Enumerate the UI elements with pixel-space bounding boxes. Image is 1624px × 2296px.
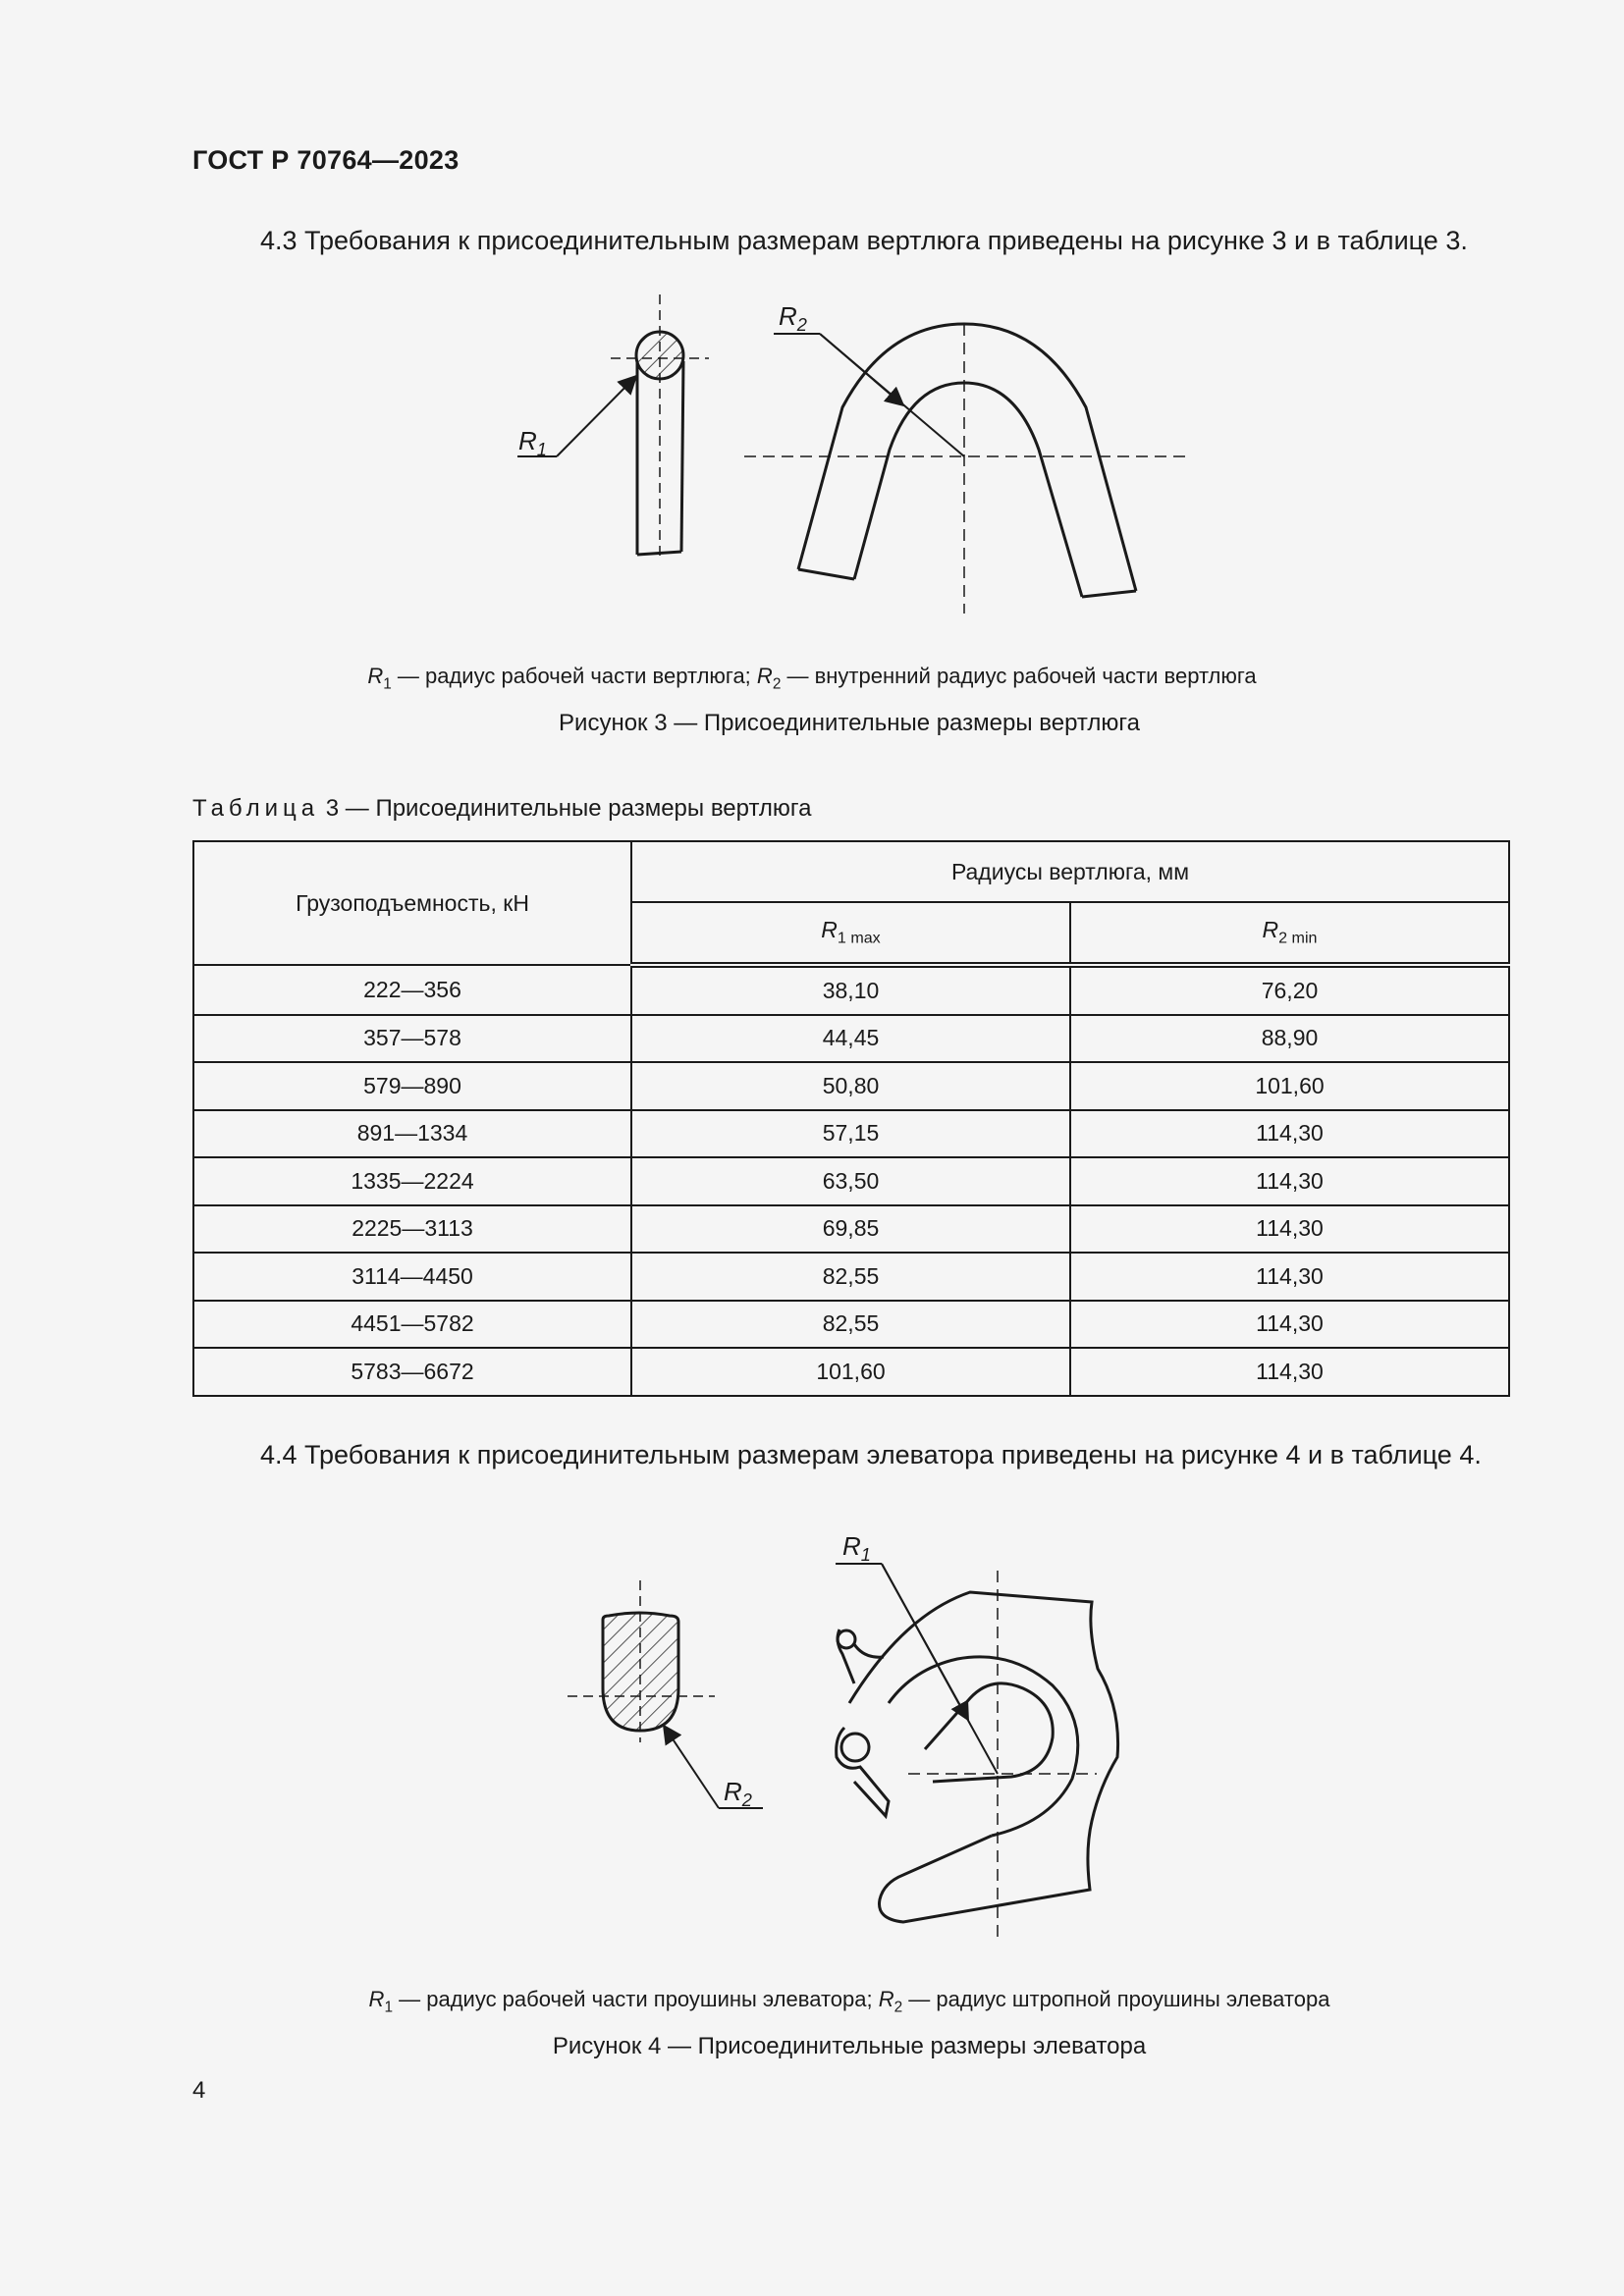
cell-r2: 114,30 <box>1070 1157 1509 1205</box>
figure-3-r2-leader <box>774 334 964 456</box>
section-4-4-text: 4.4 Требования к присоединительным размерам элеватора приведены на рисунке 4 и в таблице 4. <box>260 1440 1482 1469</box>
cell-r1: 38,10 <box>631 965 1070 1015</box>
cell-capacity: 2225—3113 <box>193 1205 631 1254</box>
cell-r1: 50,80 <box>631 1062 1070 1110</box>
document-header: ГОСТ Р 70764—2023 <box>192 145 460 175</box>
figure-4-caption: Рисунок 4 — Присоединительные размеры элеватора <box>552 2033 1147 2059</box>
table-row <box>193 1301 1509 1349</box>
cell-r1: 101,60 <box>631 1348 1070 1396</box>
cell-capacity: 1335—2224 <box>193 1157 631 1205</box>
table-row <box>193 1253 1509 1301</box>
cell-r2: 114,30 <box>1070 1348 1509 1396</box>
cell-r1: 82,55 <box>631 1301 1070 1349</box>
figure-4-elevator-centerlines <box>908 1571 1097 1944</box>
table-3-header-capacity: Грузоподъемность, кН <box>193 841 631 965</box>
table-3-header-radii: Радиусы вертлюга, мм <box>631 841 1509 902</box>
table-row <box>193 1015 1509 1063</box>
table-3 <box>192 840 1510 1397</box>
figure-3-label-r1: $R_1$ <box>518 426 547 460</box>
cell-capacity: 357—578 <box>193 1015 631 1063</box>
cell-capacity: 3114—4450 <box>193 1253 631 1301</box>
table-row <box>193 1157 1509 1205</box>
cell-capacity: 4451—5782 <box>193 1301 631 1349</box>
cell-r1: 63,50 <box>631 1157 1070 1205</box>
table-3-header-r1: $R_{1 max}$ <box>631 902 1070 965</box>
figure-3-rod-centerlines <box>611 294 709 560</box>
table-row <box>193 1348 1509 1396</box>
figure-4-elevator <box>837 1592 1118 1922</box>
table-row <box>193 1062 1509 1110</box>
cell-r2: 114,30 <box>1070 1301 1509 1349</box>
cell-r1: 57,15 <box>631 1110 1070 1158</box>
table-row <box>193 1205 1509 1254</box>
table-row <box>193 1110 1509 1158</box>
figure-3-caption: Рисунок 3 — Присоединительные размеры вертлюга <box>559 710 1140 736</box>
cell-r1: 69,85 <box>631 1205 1070 1254</box>
cell-capacity: 222—356 <box>193 965 631 1015</box>
table-3-title: Таблица 3 — Присоединительные размеры вертлюга <box>192 795 812 822</box>
cell-capacity: 891—1334 <box>193 1110 631 1158</box>
figure-4-legend: $R_1$ — радиус рабочей части проушины элеватора; $R_2$ — радиус штропной проушины элеватора <box>368 1987 1330 2016</box>
figure-4-r1-leader <box>836 1564 998 1774</box>
section-4-3-text: 4.3 Требования к присоединительным размерам вертлюга приведены на рисунке 3 и в таблице 3. <box>260 226 1468 255</box>
figure-3-bend <box>798 324 1136 597</box>
cell-r2: 88,90 <box>1070 1015 1509 1063</box>
cell-r2: 76,20 <box>1070 965 1509 1015</box>
page-number: 4 <box>192 2077 206 2104</box>
cell-r2: 114,30 <box>1070 1205 1509 1254</box>
table-3-header-r2: $R_{2 min}$ <box>1070 902 1509 965</box>
cell-r2: 114,30 <box>1070 1110 1509 1158</box>
figure-3-label-r2: $R_2$ <box>779 301 807 336</box>
figure-3-legend: $R_1$ — радиус рабочей части вертлюга; $R_2$ — внутренний радиус рабочей части вертлюга <box>367 664 1257 693</box>
cell-r2: 114,30 <box>1070 1253 1509 1301</box>
figure-4-label-r2: $R_2$ <box>724 1777 752 1811</box>
cell-r1: 44,45 <box>631 1015 1070 1063</box>
cell-r2: 101,60 <box>1070 1062 1509 1110</box>
cell-capacity: 5783—6672 <box>193 1348 631 1396</box>
cell-r1: 82,55 <box>631 1253 1070 1301</box>
figure-4-label-r1: $R_1$ <box>842 1531 871 1566</box>
table-row <box>193 965 1509 1015</box>
cell-capacity: 579—890 <box>193 1062 631 1110</box>
